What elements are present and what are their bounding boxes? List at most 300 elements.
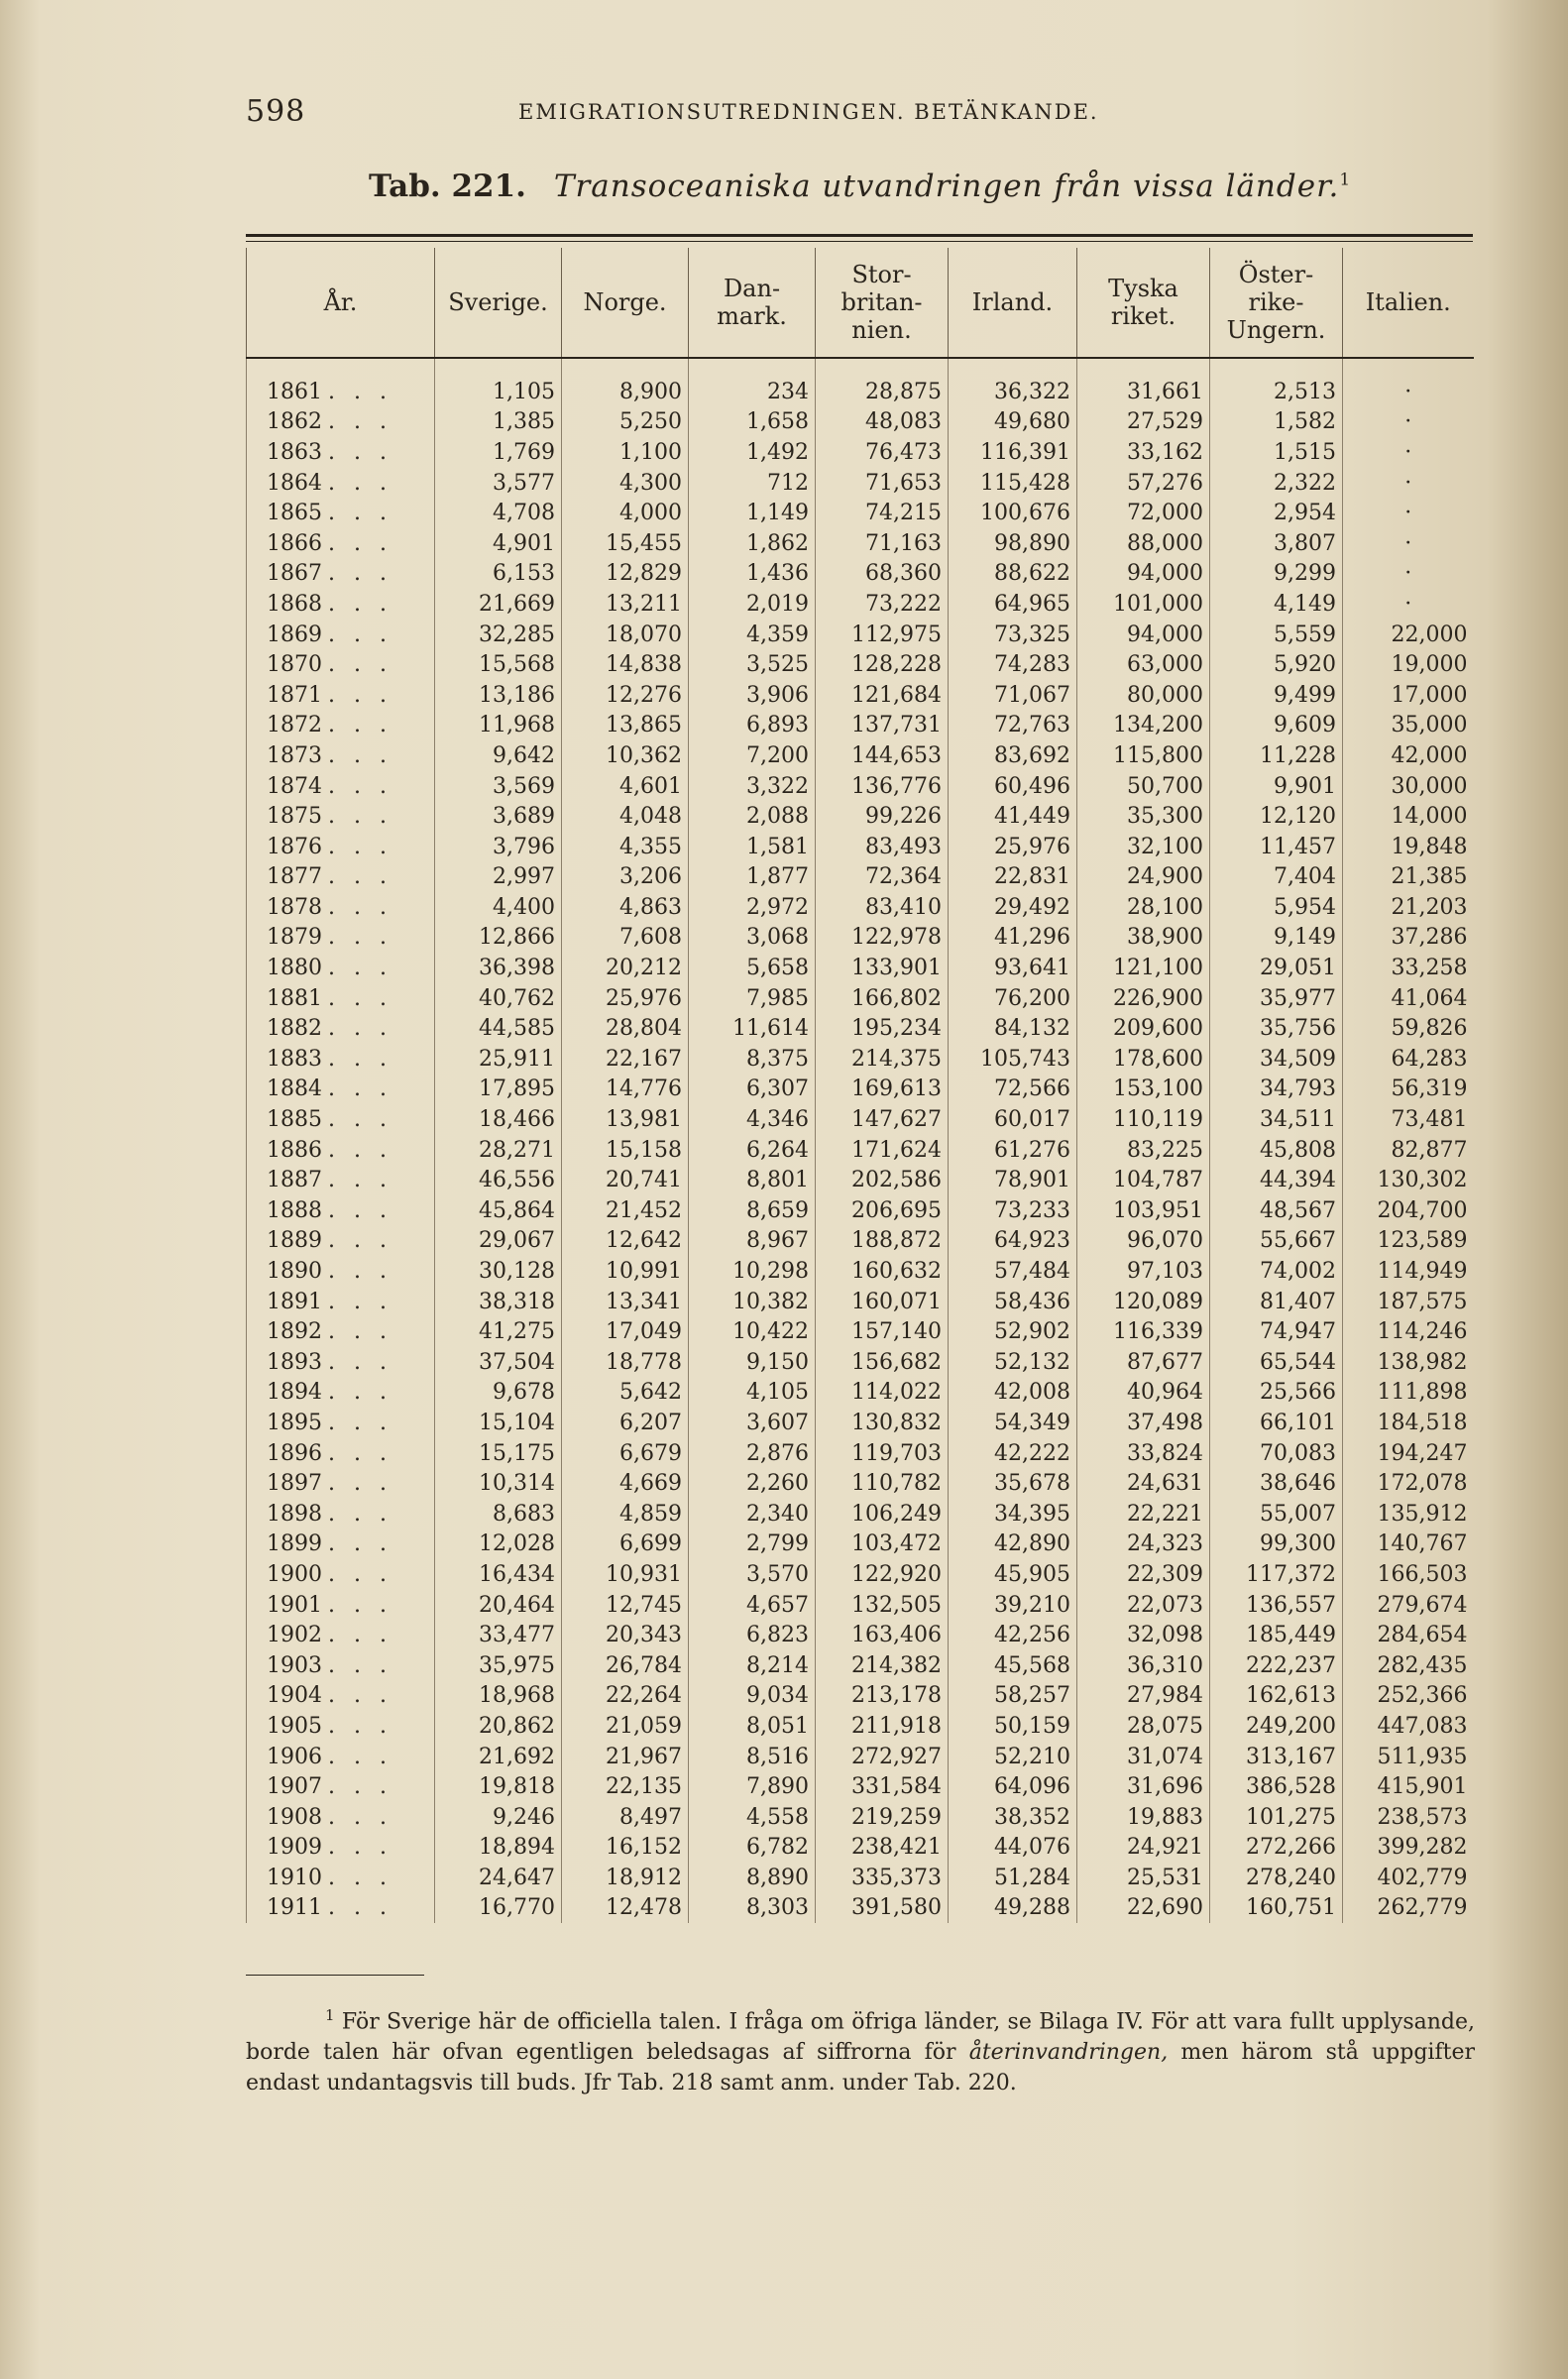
value-cell: 7,985 [689,983,816,1014]
value-cell: 15,568 [435,649,562,680]
value-cell: · [1343,407,1474,438]
value-cell: 21,385 [1343,862,1474,893]
value-cell: 172,078 [1343,1468,1474,1499]
value-cell: 14,000 [1343,801,1474,832]
year-value: 1894 [267,1380,322,1406]
value-cell: 73,325 [949,620,1077,650]
value-cell: 28,100 [1077,892,1210,923]
value-cell: 28,271 [435,1135,562,1166]
value-cell: 115,428 [949,468,1077,499]
value-cell: 55,667 [1210,1226,1343,1257]
value-cell: 34,511 [1210,1104,1343,1135]
year-cell [247,1802,435,1833]
value-cell: 22,000 [1343,620,1474,650]
column-header: Öster- rike- Ungern. [1210,248,1343,358]
value-cell: 11,614 [689,1013,816,1044]
year-cell [247,1771,435,1802]
value-cell: 18,466 [435,1104,562,1135]
year-cell [247,1195,435,1226]
table-row [247,832,1474,862]
value-cell: 30,000 [1343,771,1474,802]
year-value: 1878 [267,894,322,920]
value-cell: 15,175 [435,1438,562,1469]
value-cell: 4,105 [689,1378,816,1409]
year-value: 1889 [267,1228,322,1254]
value-cell: 3,322 [689,771,816,802]
value-cell: 2,997 [435,862,562,893]
year-value: 1910 [267,1865,322,1890]
leader-dots: . . . [328,1683,392,1709]
value-cell: 12,866 [435,923,562,954]
table-row [247,1771,1474,1802]
value-cell: 27,984 [1077,1681,1210,1712]
value-cell: 6,893 [689,711,816,741]
value-cell: 206,695 [816,1195,949,1226]
value-cell: 17,000 [1343,680,1474,711]
year-cell [247,1044,435,1075]
year-cell [247,358,435,407]
leader-dots: . . . [328,409,392,435]
value-cell: 48,567 [1210,1195,1343,1226]
year-cell [247,1468,435,1499]
year-value: 1893 [267,1349,322,1375]
year-value: 1863 [267,439,322,465]
column-header: Irland. [949,248,1077,358]
table-row [247,1165,1474,1195]
year-cell [247,923,435,954]
year-cell [247,680,435,711]
value-cell: 31,696 [1077,1771,1210,1802]
value-cell: 3,068 [689,923,816,954]
value-cell: 3,807 [1210,528,1343,559]
year-cell [247,498,435,528]
value-cell: 103,951 [1077,1195,1210,1226]
leader-dots: . . . [328,925,392,951]
page-number: 598 [246,94,306,129]
value-cell: 22,831 [949,862,1077,893]
value-cell: 83,410 [816,892,949,923]
value-cell: 1,877 [689,862,816,893]
value-cell: 3,570 [689,1559,816,1590]
value-cell: 391,580 [816,1893,949,1924]
value-cell: 10,362 [562,740,689,771]
table-row [247,1802,1474,1833]
value-cell: 32,100 [1077,832,1210,862]
value-cell: 97,103 [1077,1256,1210,1287]
value-cell: 135,912 [1343,1499,1474,1529]
value-cell: 279,674 [1343,1590,1474,1621]
leader-dots: . . . [328,894,392,920]
value-cell: 33,477 [435,1620,562,1650]
footnote [246,2000,1475,2098]
year-cell [247,1013,435,1044]
leader-dots: . . . [328,1592,392,1618]
year-cell [247,711,435,741]
leader-dots: . . . [328,1713,392,1739]
value-cell: 25,976 [949,832,1077,862]
table-row [247,1044,1474,1075]
value-cell: 12,478 [562,1893,689,1924]
value-cell: 36,398 [435,953,562,983]
table-row [247,1590,1474,1621]
value-cell: 42,008 [949,1378,1077,1409]
value-cell: 8,683 [435,1499,562,1529]
value-cell: 313,167 [1210,1742,1343,1772]
value-cell: 36,322 [949,358,1077,407]
value-cell: 15,158 [562,1135,689,1166]
value-cell: · [1343,559,1474,590]
value-cell: 121,100 [1077,953,1210,983]
value-cell: 99,300 [1210,1529,1343,1560]
year-cell [247,1590,435,1621]
value-cell: 160,632 [816,1256,949,1287]
value-cell: 18,070 [562,620,689,650]
table-row [247,1863,1474,1893]
year-cell [247,1742,435,1772]
value-cell: 82,877 [1343,1135,1474,1166]
year-cell [247,1256,435,1287]
page-header [246,94,1386,134]
value-cell: 29,067 [435,1226,562,1257]
leader-dots: . . . [328,773,392,799]
value-cell: 13,341 [562,1287,689,1317]
value-cell: 54,349 [949,1408,1077,1438]
value-cell: 73,481 [1343,1104,1474,1135]
value-cell: 3,569 [435,771,562,802]
value-cell: 7,890 [689,1771,816,1802]
year-cell [247,620,435,650]
value-cell: 219,259 [816,1802,949,1833]
table-row [247,771,1474,802]
year-cell [247,1226,435,1257]
value-cell: 4,669 [562,1468,689,1499]
year-value: 1897 [267,1471,322,1497]
table-row [247,892,1474,923]
value-cell: 22,264 [562,1681,689,1712]
value-cell: · [1343,498,1474,528]
value-cell: 13,211 [562,589,689,620]
table-body [247,358,1474,1923]
value-cell: 24,900 [1077,862,1210,893]
leader-dots: . . . [328,1440,392,1466]
leader-dots: . . . [328,1289,392,1314]
value-cell: 162,613 [1210,1681,1343,1712]
value-cell: 140,767 [1343,1529,1474,1560]
value-cell: 5,559 [1210,620,1343,650]
value-cell: 386,528 [1210,1771,1343,1802]
value-cell: 11,968 [435,711,562,741]
value-cell: 31,661 [1077,358,1210,407]
table-row [247,983,1474,1014]
leader-dots: . . . [328,652,392,678]
year-cell [247,953,435,983]
value-cell: 49,680 [949,407,1077,438]
value-cell: 81,407 [1210,1287,1343,1317]
year-cell [247,1075,435,1105]
value-cell: 6,823 [689,1620,816,1650]
value-cell: 24,631 [1077,1468,1210,1499]
value-cell: 6,264 [689,1135,816,1166]
year-value: 1906 [267,1744,322,1769]
year-cell [247,1893,435,1924]
year-value: 1865 [267,501,322,526]
value-cell: · [1343,468,1474,499]
year-cell [247,1529,435,1560]
value-cell: 105,743 [949,1044,1077,1075]
value-cell: 71,163 [816,528,949,559]
leader-dots: . . . [328,1471,392,1497]
value-cell: 10,931 [562,1559,689,1590]
value-cell: 12,745 [562,1590,689,1621]
value-cell: 163,406 [816,1620,949,1650]
year-cell [247,1833,435,1864]
value-cell: 71,653 [816,468,949,499]
table-row [247,468,1474,499]
value-cell: 103,472 [816,1529,949,1560]
table-row [247,358,1474,407]
value-cell: 101,000 [1077,589,1210,620]
value-cell: 20,741 [562,1165,689,1195]
table-row [247,1226,1474,1257]
table-row [247,862,1474,893]
value-cell: 13,865 [562,711,689,741]
column-header: Dan- mark. [689,248,816,358]
value-cell: 45,864 [435,1195,562,1226]
value-cell: 10,314 [435,1468,562,1499]
value-cell: 262,779 [1343,1893,1474,1924]
table-row [247,528,1474,559]
footnote-rule [246,1975,424,1976]
value-cell: 4,901 [435,528,562,559]
value-cell: 202,586 [816,1165,949,1195]
year-value: 1861 [267,379,322,404]
value-cell: 104,787 [1077,1165,1210,1195]
value-cell: 4,149 [1210,589,1343,620]
leader-dots: . . . [328,1501,392,1527]
value-cell: 42,256 [949,1620,1077,1650]
value-cell: 8,214 [689,1650,816,1681]
value-cell: 2,876 [689,1438,816,1469]
value-cell: 41,296 [949,923,1077,954]
value-cell: 29,492 [949,892,1077,923]
value-cell: 4,359 [689,620,816,650]
leader-dots: . . . [328,1076,392,1102]
table-header-row [247,248,1474,358]
value-cell: 76,200 [949,983,1077,1014]
year-value: 1868 [267,591,322,617]
value-cell: 8,375 [689,1044,816,1075]
value-cell: 13,186 [435,680,562,711]
value-cell: 76,473 [816,437,949,468]
value-cell: 28,075 [1077,1711,1210,1742]
value-cell: 64,283 [1343,1044,1474,1075]
value-cell: 4,355 [562,832,689,862]
value-cell: 51,284 [949,1863,1077,1893]
value-cell: 44,076 [949,1833,1077,1864]
leader-dots: . . . [328,1168,392,1193]
value-cell: 6,782 [689,1833,816,1864]
value-cell: 41,064 [1343,983,1474,1014]
value-cell: 10,422 [689,1316,816,1347]
value-cell: 60,496 [949,771,1077,802]
value-cell: · [1343,528,1474,559]
value-cell: 272,927 [816,1742,949,1772]
table-row [247,589,1474,620]
value-cell: 44,585 [435,1013,562,1044]
value-cell: 100,676 [949,498,1077,528]
year-cell [247,862,435,893]
value-cell: 29,051 [1210,953,1343,983]
value-cell: 6,679 [562,1438,689,1469]
leader-dots: . . . [328,1016,392,1042]
value-cell: 57,484 [949,1256,1077,1287]
leader-dots: . . . [328,1137,392,1163]
year-cell [247,1681,435,1712]
table-row [247,437,1474,468]
year-cell [247,832,435,862]
value-cell: 28,875 [816,358,949,407]
value-cell: 50,159 [949,1711,1077,1742]
table-row [247,1833,1474,1864]
value-cell: 9,299 [1210,559,1343,590]
value-cell: 335,373 [816,1863,949,1893]
value-cell: 16,434 [435,1559,562,1590]
value-cell: 17,895 [435,1075,562,1105]
value-cell: 30,128 [435,1256,562,1287]
table-number: Tab. 221. [369,169,526,204]
table-row [247,923,1474,954]
value-cell: 25,531 [1077,1863,1210,1893]
year-cell [247,892,435,923]
value-cell: 24,647 [435,1863,562,1893]
value-cell: 120,089 [1077,1287,1210,1317]
value-cell: 187,575 [1343,1287,1474,1317]
leader-dots: . . . [328,501,392,526]
value-cell: 34,793 [1210,1075,1343,1105]
year-value: 1899 [267,1531,322,1557]
value-cell: 50,700 [1077,771,1210,802]
table-row [247,1438,1474,1469]
value-cell: 74,215 [816,498,949,528]
year-value: 1869 [267,622,322,647]
value-cell: 402,779 [1343,1863,1474,1893]
table-caption [369,169,1360,204]
value-cell: 7,608 [562,923,689,954]
year-value: 1881 [267,985,322,1011]
year-value: 1880 [267,956,322,981]
value-cell: 74,947 [1210,1316,1343,1347]
value-cell: 1,436 [689,559,816,590]
table-row [247,740,1474,771]
value-cell: 4,558 [689,1802,816,1833]
year-value: 1887 [267,1168,322,1193]
year-value: 1903 [267,1652,322,1678]
value-cell: 34,395 [949,1499,1077,1529]
value-cell: 166,802 [816,983,949,1014]
value-cell: 21,059 [562,1711,689,1742]
year-cell [247,801,435,832]
year-cell [247,559,435,590]
table-row [247,1711,1474,1742]
value-cell: 19,818 [435,1771,562,1802]
value-cell: 171,624 [816,1135,949,1166]
value-cell: 6,207 [562,1408,689,1438]
value-cell: 213,178 [816,1681,949,1712]
value-cell: 38,352 [949,1802,1077,1833]
value-cell: 110,119 [1077,1104,1210,1135]
value-cell: 9,499 [1210,680,1343,711]
value-cell: 3,607 [689,1408,816,1438]
value-cell: 26,784 [562,1650,689,1681]
year-value: 1886 [267,1137,322,1163]
value-cell: 1,862 [689,528,816,559]
value-cell: · [1343,437,1474,468]
value-cell: 78,901 [949,1165,1077,1195]
table-row [247,1620,1474,1650]
year-value: 1895 [267,1410,322,1435]
table-row [247,620,1474,650]
value-cell: 9,609 [1210,711,1343,741]
year-cell [247,407,435,438]
year-value: 1883 [267,1046,322,1072]
value-cell: 64,965 [949,589,1077,620]
value-cell: 178,600 [1077,1044,1210,1075]
table-row [247,1104,1474,1135]
leader-dots: . . . [328,1259,392,1285]
value-cell: 35,756 [1210,1013,1343,1044]
value-cell: 6,699 [562,1529,689,1560]
value-cell: 37,286 [1343,923,1474,954]
value-cell: 8,801 [689,1165,816,1195]
value-cell: 28,804 [562,1013,689,1044]
value-cell: 138,982 [1343,1347,1474,1378]
value-cell: 9,150 [689,1347,816,1378]
value-cell: 56,319 [1343,1075,1474,1105]
value-cell: 10,298 [689,1256,816,1287]
value-cell: 144,653 [816,740,949,771]
year-cell [247,983,435,1014]
value-cell: 83,692 [949,740,1077,771]
table-row [247,1681,1474,1712]
table-row [247,711,1474,741]
year-value: 1867 [267,561,322,587]
value-cell: 209,600 [1077,1013,1210,1044]
value-cell: 38,646 [1210,1468,1343,1499]
value-cell: 37,498 [1077,1408,1210,1438]
value-cell: 20,464 [435,1590,562,1621]
year-value: 1904 [267,1683,322,1709]
leader-dots: . . . [328,1652,392,1678]
year-value: 1873 [267,742,322,768]
value-cell: 21,203 [1343,892,1474,923]
value-cell: 2,088 [689,801,816,832]
leader-dots: . . . [328,1380,392,1406]
table-row [247,680,1474,711]
value-cell: 18,778 [562,1347,689,1378]
value-cell: 5,954 [1210,892,1343,923]
year-cell [247,1135,435,1166]
table-row [247,1559,1474,1590]
value-cell: 98,890 [949,528,1077,559]
value-cell: 52,210 [949,1742,1077,1772]
value-cell: 128,228 [816,649,949,680]
value-cell: 88,000 [1077,528,1210,559]
value-cell: 45,568 [949,1650,1077,1681]
value-cell: 122,920 [816,1559,949,1590]
value-cell: 195,234 [816,1013,949,1044]
value-cell: 22,135 [562,1771,689,1802]
value-cell: 19,000 [1343,649,1474,680]
